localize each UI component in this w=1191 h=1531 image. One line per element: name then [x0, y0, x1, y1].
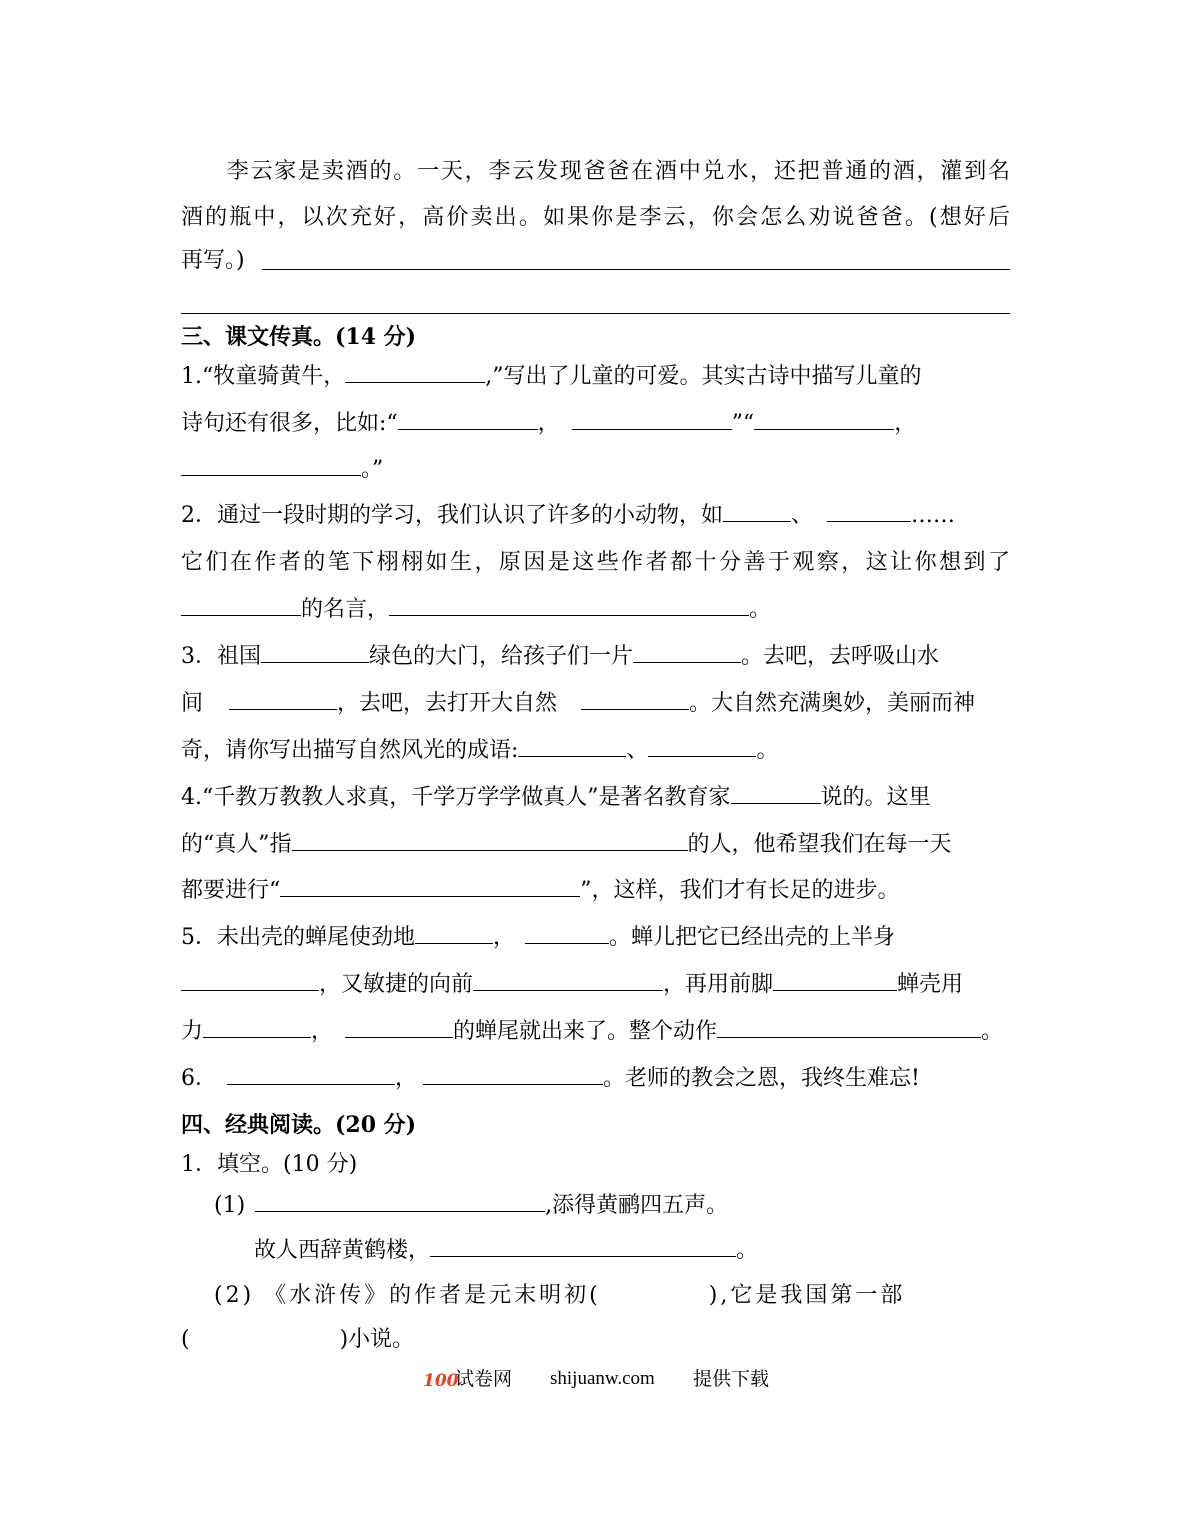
blank[interactable]: [648, 736, 756, 757]
section-4-title: 四、经典阅读。(20 分): [181, 1112, 417, 1138]
s4-p1-line-2: 故人西辞黄鹤楼， 。: [254, 1238, 759, 1263]
paragraph-line-1: 李云家是卖酒的。一天，李云发现爸爸在酒中兑水，还把普通的酒，灌到名: [225, 159, 1010, 184]
s3-q2-line-2: 它们在作者的笔下栩栩如生，原因是这些作者都十分善于观察，这让你想到了: [181, 550, 1010, 575]
s4-p2-line-1: (2) 《水浒传》的作者是元末明初( ),它是我国第一部: [214, 1283, 906, 1308]
blank[interactable]: [633, 642, 741, 663]
blank[interactable]: [227, 1064, 395, 1085]
blank[interactable]: [181, 970, 319, 991]
footer: [0, 1364, 1191, 1394]
blank[interactable]: [389, 595, 749, 616]
blank[interactable]: [181, 455, 361, 476]
s4-q1: 1．填空。(10 分): [181, 1152, 358, 1177]
footer-site-name: 试卷网: [455, 1368, 513, 1390]
s3-q4-line-1: 4.“千教万教教人求真，千学万学学做真人”是著名教育家 说的。这里: [181, 785, 931, 810]
blank[interactable]: [423, 1064, 603, 1085]
blank[interactable]: [292, 830, 688, 851]
s3-q1-line-3: 。”: [181, 455, 1010, 485]
s3-q2-line-3: 的名言， 。: [181, 595, 1010, 625]
s3-q5-line-2: ，又敏捷的向前 ，再用前脚 蝉壳用: [181, 970, 1010, 1000]
blank[interactable]: [723, 501, 791, 522]
s3-q3-line-2: 间 ，去吧，去打开大自然 。大自然充满奥妙，美丽而神: [181, 691, 976, 716]
s3-q3-line-1: 3．祖国 绿色的大门，给孩子们一片 。去吧，去呼吸山水: [181, 644, 940, 669]
blank[interactable]: [203, 1017, 311, 1038]
blank[interactable]: [229, 689, 337, 710]
blank[interactable]: [518, 736, 626, 757]
blank[interactable]: [345, 362, 485, 383]
s3-q5-line-3: 力 ， 的蝉尾就出来了。整个动作 。: [181, 1019, 1004, 1044]
s3-q4-line-2: 的“真人”指 的人，他希望我们在每一天: [181, 832, 952, 857]
site-logo: 100: [423, 1371, 459, 1391]
blank[interactable]: [430, 1236, 736, 1257]
blank[interactable]: [731, 783, 821, 804]
answer-line-1[interactable]: [262, 269, 1010, 270]
blank[interactable]: [255, 1191, 545, 1212]
blank[interactable]: [827, 501, 911, 522]
answer-line-2[interactable]: [181, 313, 1010, 314]
s3-q6-line: 6． ， 。老师的教会之恩，我终生难忘!: [181, 1066, 920, 1091]
blank[interactable]: [181, 595, 301, 616]
blank[interactable]: [525, 923, 609, 944]
blank[interactable]: [261, 642, 369, 663]
footer-note: 提供下载: [693, 1368, 770, 1390]
blank[interactable]: [280, 876, 580, 897]
s3-q2-line-1: 2．通过一段时期的学习，我们认识了许多的小动物，如 、 ……: [181, 503, 956, 528]
blank[interactable]: [415, 923, 493, 944]
s3-q1-line-2: 诗句还有很多，比如:“ ， ”“ ，: [181, 411, 917, 436]
blank[interactable]: [754, 409, 894, 430]
s4-p2-line-2: ( )小说。: [181, 1327, 415, 1352]
blank[interactable]: [473, 970, 663, 991]
s3-q5-line-1: 5．未出壳的蝉尾使劲地 ， 。蝉儿把它已经出壳的上半身: [181, 925, 896, 950]
blank[interactable]: [345, 1017, 453, 1038]
blank[interactable]: [398, 409, 538, 430]
s3-q3-line-3: 奇，请你写出描写自然风光的成语: 、 。: [181, 738, 779, 763]
paragraph-line-3: 再写。): [181, 248, 245, 273]
blank[interactable]: [717, 1017, 981, 1038]
s4-p1-line-1: (1) ,添得黄鹂四五声。: [214, 1193, 729, 1218]
paragraph-line-2: 酒的瓶中，以次充好，高价卖出。如果你是李云，你会怎么劝说爸爸。(想好后: [181, 205, 1010, 230]
s3-q1-line-1: 1.“牧童骑黄牛， ,”写出了儿童的可爱。其实古诗中描写儿童的: [181, 364, 922, 389]
footer-domain[interactable]: shijuanw.com: [550, 1368, 655, 1389]
blank[interactable]: [581, 689, 689, 710]
blank[interactable]: [572, 409, 732, 430]
s3-q4-line-3: 都要进行“ ”，这样，我们才有长足的进步。: [181, 878, 900, 903]
section-3-title: 三、课文传真。(14 分): [181, 324, 417, 350]
blank[interactable]: [773, 970, 897, 991]
